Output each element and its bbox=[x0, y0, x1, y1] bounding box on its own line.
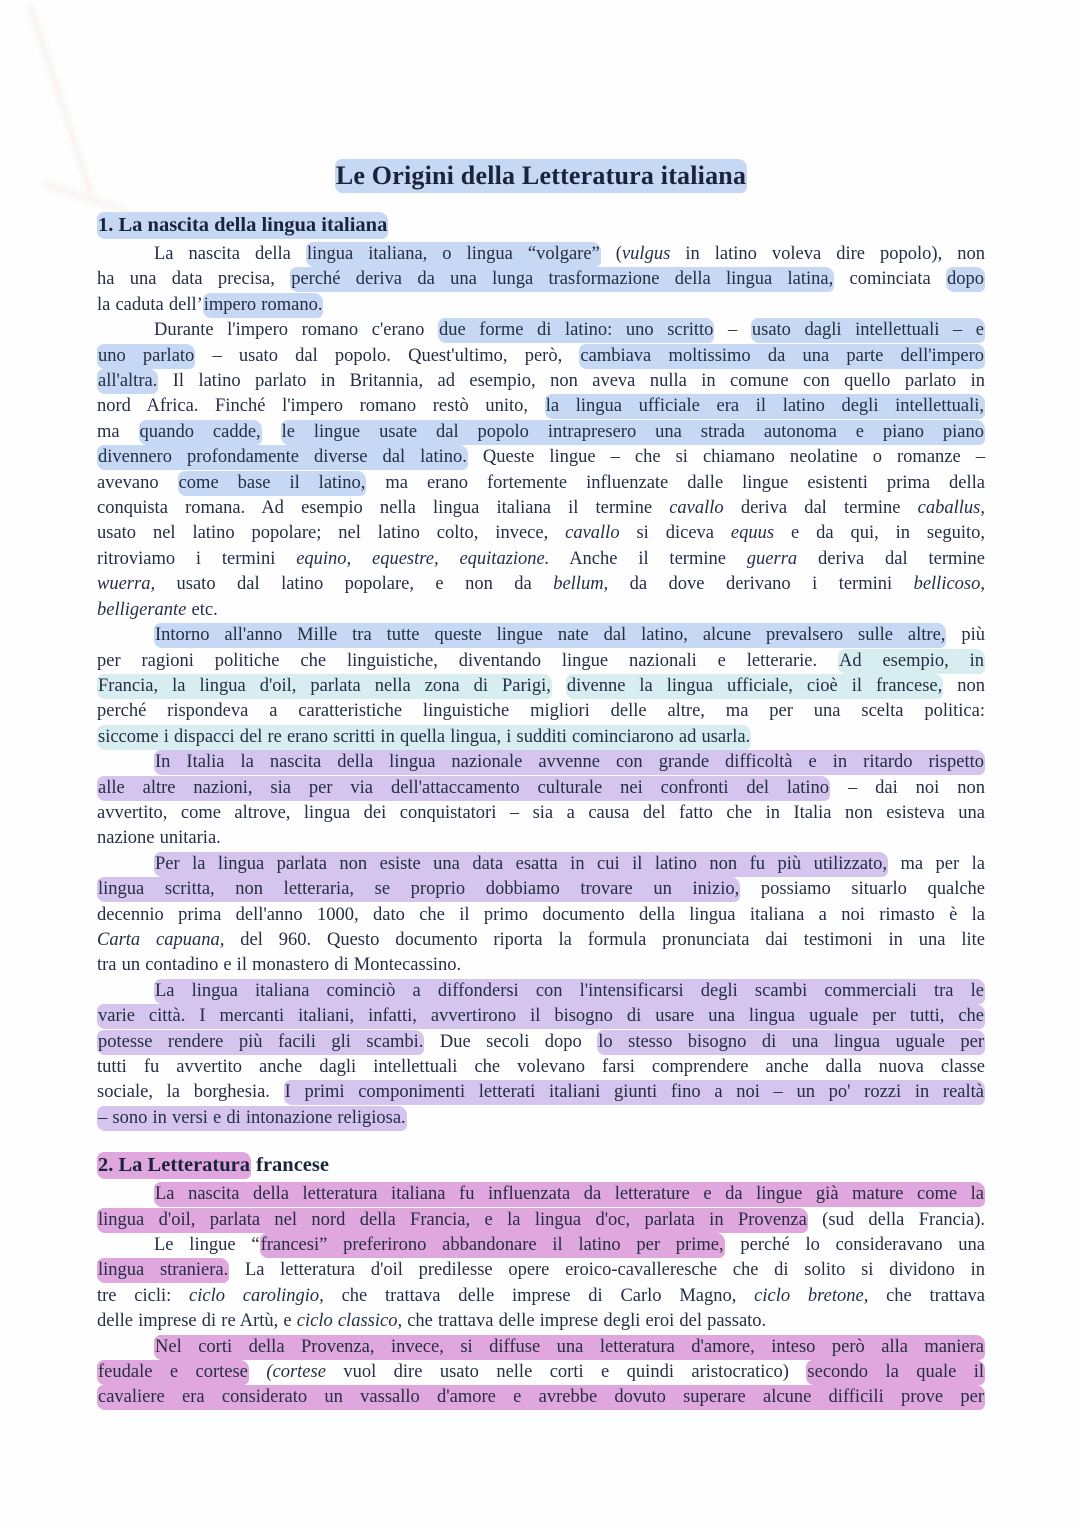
highlight-blue: perché deriva da una lunga trasformazione della lingua latina, bbox=[290, 267, 834, 292]
text-run: ha una data precisa, bbox=[97, 269, 291, 290]
text-run: non bbox=[943, 675, 985, 696]
highlight-pink: 2. La Letteratura bbox=[97, 1152, 251, 1179]
text-run: cavallo bbox=[565, 523, 620, 544]
highlight-blue: divennero profondamente diverse dal latino. bbox=[97, 445, 468, 470]
text-run: che trattava delle imprese degli eroi del passato. bbox=[402, 1311, 767, 1332]
text-run: avvertito, come altrove, lingua dei conquistatori – sia a causa del fatto che in Italia non esisteva una bbox=[97, 802, 985, 823]
highlight-pink: secondo la quale il bbox=[806, 1360, 985, 1385]
text-run: – dai noi non bbox=[830, 777, 985, 798]
highlight-pink: Nel corti della Provenza, invece, si diffuse una letteratura d'amore, inteso però alla maniera bbox=[154, 1335, 985, 1360]
text-line bbox=[97, 496, 985, 521]
highlight-lavender: alle altre nazioni, sia per via dell'attaccamento culturale nei confronti del latino bbox=[97, 776, 830, 801]
text-line bbox=[97, 344, 985, 369]
text-line bbox=[97, 242, 985, 267]
text-run: ( bbox=[600, 244, 622, 264]
text-line bbox=[97, 699, 985, 724]
text-run: , bbox=[980, 498, 985, 519]
text-run bbox=[552, 676, 566, 696]
text-run: vuol dire usato nelle corti e quindi aristocratico) bbox=[325, 1362, 807, 1383]
paragraph bbox=[97, 750, 985, 852]
text-run: del 960. Questo documento riporta la formula pronunciata dai testimoni in una lite bbox=[224, 929, 985, 950]
highlight-lavender: – sono in versi e di intonazione religiosa. bbox=[97, 1106, 407, 1131]
scan-crease-artifact bbox=[28, 5, 94, 196]
highlight-blue: usato dagli intellettuali – e bbox=[751, 318, 985, 343]
text-line bbox=[97, 1335, 985, 1360]
paragraph bbox=[97, 623, 985, 750]
text-run: ma per la bbox=[888, 853, 985, 874]
highlight-cyan: Francia, la lingua d'oil, parlata nella zona di Parigi, bbox=[97, 674, 552, 699]
text-line bbox=[97, 267, 985, 292]
highlight-pink: La nascita della letteratura italiana fu influenzata da letterature e da lingue già mature come la bbox=[154, 1182, 985, 1207]
text-run: (cortese bbox=[266, 1362, 326, 1383]
text-line bbox=[97, 598, 985, 623]
text-line bbox=[97, 318, 985, 343]
text-line bbox=[97, 826, 985, 851]
text-line bbox=[97, 445, 985, 470]
text-line bbox=[97, 877, 985, 902]
text-run: usato dal latino popolare, e non da bbox=[155, 574, 554, 595]
page-title bbox=[97, 158, 985, 194]
highlight-blue: le lingue usate dal popolo intrapresero una strada autonoma e piano piano bbox=[281, 420, 985, 445]
text-run: tre cicli: bbox=[97, 1285, 190, 1306]
text-line bbox=[97, 649, 985, 674]
text-run: La letteratura d'oil predilesse opere eroico-cavalleresche che di solito si dividono in bbox=[229, 1260, 985, 1281]
highlight-blue: impero romano. bbox=[203, 293, 324, 318]
text-run: che trattava bbox=[868, 1285, 986, 1306]
highlight-blue: due forme di latino: uno scritto bbox=[438, 318, 714, 343]
text-run: nord Africa. Finché l'impero romano restò unito, bbox=[97, 396, 545, 417]
highlight-lavender: Per la lingua parlata non esiste una data esatta in cui il latino non fu più utilizzato, bbox=[154, 852, 888, 877]
text-run: si diceva bbox=[619, 523, 731, 544]
text-run: cavallo bbox=[669, 498, 724, 519]
text-run: Durante l'impero romano c'erano bbox=[154, 320, 438, 341]
text-run: La nascita della bbox=[154, 244, 306, 264]
text-line bbox=[97, 1360, 985, 1385]
text-line bbox=[97, 572, 985, 597]
highlight-lavender: La lingua italiana cominciò a diffondersi con l'intensificarsi degli scambi commerciali tra le bbox=[154, 979, 985, 1004]
text-run: più bbox=[946, 625, 986, 646]
highlight-blue: lingua italiana, o lingua “volgare” bbox=[306, 242, 601, 267]
text-line bbox=[97, 1182, 985, 1207]
paragraph bbox=[97, 1182, 985, 1233]
text-line bbox=[97, 801, 985, 826]
text-line bbox=[97, 1106, 985, 1131]
text-run: da dove derivano i termini bbox=[608, 574, 914, 595]
text-line bbox=[97, 674, 985, 699]
highlight-cyan: divenne la lingua ufficiale, cioè il francese, bbox=[566, 674, 943, 699]
text-run: che trattava delle imprese di Carlo Magno, bbox=[323, 1285, 755, 1306]
paragraph bbox=[97, 979, 985, 1131]
text-line bbox=[97, 1233, 985, 1258]
text-line bbox=[97, 1385, 985, 1410]
highlight-lavender: I primi componimenti letterati italiani giunti fino a noi – un po' rozzi in realtà bbox=[284, 1080, 985, 1105]
document-content bbox=[97, 158, 985, 1411]
text-line bbox=[97, 750, 985, 775]
text-line bbox=[97, 1309, 985, 1334]
highlight-pink: lingua straniera. bbox=[97, 1258, 229, 1283]
text-run: francese bbox=[251, 1154, 329, 1177]
text-run: deriva dal termine bbox=[797, 548, 985, 569]
section-heading bbox=[97, 212, 985, 239]
highlight-cyan: Ad esempio, in bbox=[838, 649, 985, 674]
text-run: wuerra, bbox=[97, 574, 156, 595]
paragraph bbox=[97, 1335, 985, 1411]
text-run: tutti fu avvertito anche dagli intellettuali che volevano farsi comprendere anche dalla nuova classe bbox=[97, 1057, 985, 1077]
text-line bbox=[97, 547, 985, 572]
text-line bbox=[97, 1208, 985, 1233]
text-line bbox=[97, 776, 985, 801]
text-line bbox=[97, 953, 985, 978]
text-line bbox=[97, 903, 985, 928]
text-run: perché rispondeva a caratteristiche linguistiche migliori delle altre, ma per una scelta politica: bbox=[97, 701, 985, 722]
highlight-blue: cambiava moltissimo da una parte dell'impero bbox=[579, 344, 985, 369]
text-line bbox=[97, 1080, 985, 1105]
text-run: possiamo situarlo qualche bbox=[740, 879, 986, 900]
text-line bbox=[97, 623, 985, 648]
text-run: Carta capuana, bbox=[97, 929, 225, 950]
highlight-blue: uno parlato bbox=[97, 344, 195, 369]
text-run: – bbox=[714, 320, 751, 341]
highlight-pink: feudale e cortese bbox=[97, 1360, 249, 1385]
text-run: Le lingue “ bbox=[154, 1235, 260, 1256]
text-line bbox=[97, 1030, 985, 1055]
highlight-cyan: siccome i dispacci del re erano scritti in quella lingua, i sudditi cominciarono ad usarla. bbox=[97, 725, 751, 750]
text-run: tra un contadino e il monastero di Montecassino. bbox=[97, 955, 462, 976]
highlight-lavender: lo stesso bisogno di una lingua uguale per bbox=[597, 1030, 985, 1055]
highlight-pink: cavaliere era considerato un vassallo d'amore e avrebbe dovuto superare alcune difficili prove per bbox=[97, 1385, 985, 1410]
text-line bbox=[97, 369, 985, 394]
text-run: – usato dal popolo. Quest'ultimo, però, bbox=[195, 345, 580, 366]
text-line bbox=[97, 521, 985, 546]
text-run: equino, equestre, equitazione. bbox=[296, 548, 550, 569]
text-run: equus bbox=[730, 523, 775, 544]
paragraph bbox=[97, 318, 985, 623]
text-run: deriva dal termine bbox=[723, 498, 918, 519]
highlight-blue: come base il latino, bbox=[178, 471, 367, 496]
text-run: per ragioni politiche che linguistiche, diventando lingue nazionali e letterarie. bbox=[97, 650, 838, 671]
text-run: ciclo bretone, bbox=[754, 1285, 869, 1306]
text-run: usato nel latino popolare; nel latino colto, invece, bbox=[97, 523, 566, 544]
text-run: belligerante bbox=[97, 599, 187, 620]
highlight-pink: francesi” preferirono abbandonare il latino per prime, bbox=[260, 1233, 725, 1258]
text-run: Il latino parlato in Britannia, ad esempio, non aveva nulla in comune con quello parlato in bbox=[158, 371, 985, 392]
text-run: decennio prima dell'anno 1000, dato che il primo documento della lingua italiana a noi rimasto è la bbox=[97, 904, 985, 925]
text-run: ritroviamo i termini bbox=[97, 548, 297, 569]
text-line bbox=[97, 293, 985, 318]
text-line bbox=[97, 928, 985, 953]
highlight-blue: la lingua ufficiale era il latino degli intellettuali, bbox=[545, 394, 985, 419]
text-line bbox=[97, 1004, 985, 1029]
text-line bbox=[97, 471, 985, 496]
text-run: ciclo classico, bbox=[296, 1311, 403, 1332]
text-run: caballus bbox=[917, 498, 981, 519]
text-line bbox=[97, 420, 985, 445]
text-line bbox=[97, 725, 985, 750]
text-line bbox=[97, 1055, 985, 1080]
highlight-lavender: lingua scritta, non letteraria, se proprio dobbiamo trovare un inizio, bbox=[97, 877, 740, 902]
text-run: e da qui, in seguito, bbox=[774, 523, 985, 544]
text-run: nazione unitaria. bbox=[97, 828, 221, 849]
highlight-blue: 1. La nascita della lingua italiana bbox=[97, 212, 388, 239]
text-run: etc. bbox=[186, 599, 218, 620]
section-heading bbox=[97, 1152, 985, 1179]
highlight-blue: all'altra. bbox=[97, 369, 158, 394]
paragraph bbox=[97, 852, 985, 979]
text-run: in latino voleva dire popolo), non bbox=[670, 244, 985, 264]
highlight-lavender: potesse rendere più facili gli scambi. bbox=[97, 1030, 424, 1055]
text-run bbox=[262, 422, 281, 442]
text-run: sociale, la borghesia. bbox=[97, 1082, 284, 1103]
highlight-pink: lingua d'oil, parlata nel nord della Francia, e la lingua d'oc, parlata in Provenza bbox=[97, 1208, 808, 1233]
text-run: vulgus bbox=[621, 244, 671, 264]
text-run: delle imprese di re Artù, e bbox=[97, 1311, 297, 1332]
highlight-lavender: varie città. I mercanti italiani, infatti, avvertirono il bisogno di usare una lingua uguale per tutti, che bbox=[97, 1004, 985, 1029]
text-run: Queste lingue – che si chiamano neolatine o romanze – bbox=[467, 447, 985, 468]
text-run: perché lo consideravano una bbox=[724, 1235, 986, 1256]
text-run: Anche il termine bbox=[549, 548, 747, 569]
text-line bbox=[97, 979, 985, 1004]
text-run: cominciata bbox=[834, 269, 947, 290]
text-run: (sud della Francia). bbox=[807, 1209, 985, 1230]
text-run: bellicoso, bbox=[913, 574, 985, 595]
highlight-blue: Le Origini della Letteratura italiana bbox=[335, 159, 747, 193]
text-run: conquista romana. Ad esempio nella lingua italiana il termine bbox=[97, 498, 670, 519]
text-line bbox=[97, 1258, 985, 1283]
text-line bbox=[97, 1284, 985, 1309]
paragraph bbox=[97, 242, 985, 318]
text-run: ma erano fortemente influenzate dalle lingue esistenti prima della bbox=[366, 472, 985, 493]
highlight-blue: quando cadde, bbox=[139, 420, 262, 445]
highlight-lavender: In Italia la nascita della lingua nazionale avvenne con grande difficoltà e in ritardo rispetto bbox=[154, 750, 985, 775]
text-run: bellum, bbox=[553, 574, 609, 595]
text-run: la caduta dell’ bbox=[97, 294, 203, 315]
text-run: guerra bbox=[746, 548, 798, 569]
text-run: ciclo carolingio, bbox=[189, 1285, 324, 1306]
highlight-blue: dopo bbox=[946, 267, 985, 292]
text-line bbox=[97, 852, 985, 877]
text-line bbox=[97, 394, 985, 419]
paragraph bbox=[97, 1233, 985, 1335]
text-run: ma bbox=[97, 421, 139, 442]
text-run bbox=[249, 1362, 266, 1382]
text-run: avevano bbox=[97, 472, 178, 493]
text-run: Due secoli dopo bbox=[424, 1031, 598, 1052]
highlight-blue: Intorno all'anno Mille tra tutte queste lingue nate dal latino, alcune prevalsero sulle altre, bbox=[154, 623, 946, 648]
